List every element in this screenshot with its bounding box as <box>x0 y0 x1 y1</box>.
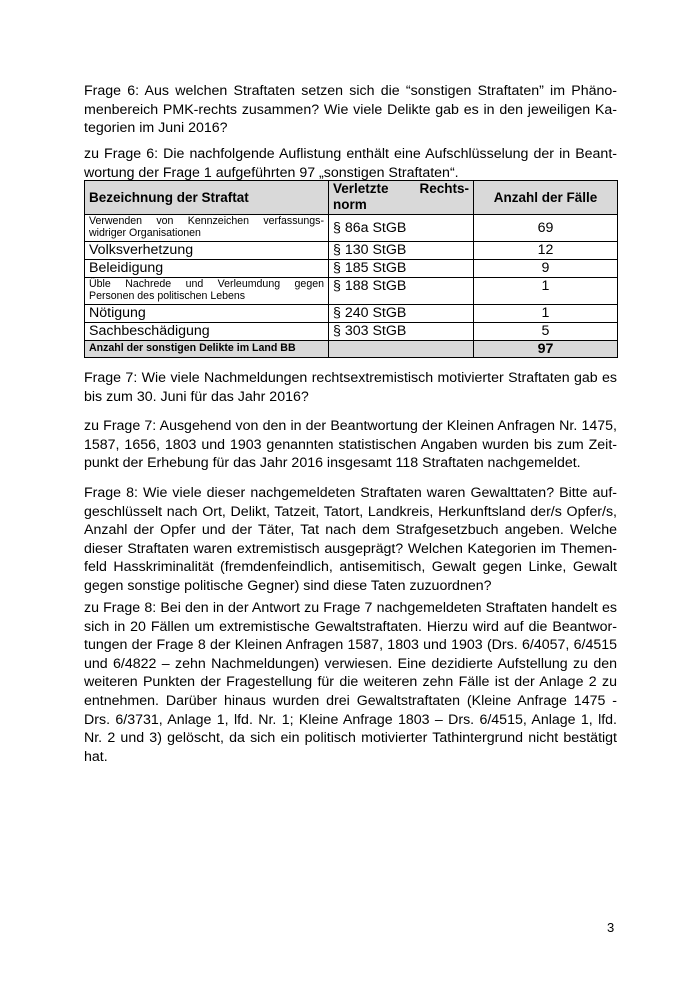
table-row <box>85 323 618 341</box>
header-norm-line2: norm <box>333 197 367 212</box>
header-offense: Bezeichnung der Straftat <box>85 181 329 215</box>
cell-offense: Verwenden von Kennzeichen verfassungs-widriger Organisationen <box>85 215 329 242</box>
table-header-row <box>85 181 618 215</box>
question-6-line: tegorien im Juni 2016? <box>84 120 228 137</box>
total-value: 97 <box>474 341 618 358</box>
cell-norm: § 240 StGB <box>329 305 474 323</box>
header-count: Anzahl der Fälle <box>474 181 618 215</box>
cell-offense: Üble Nachrede und Verleumdung gegen Personen des politischen Lebens <box>85 278 329 305</box>
answer-8-line: tungen der Frage 8 der Kleinen Anfragen 1587, 1803 und 1903 (Drs. 6/4057, 6/4515 <box>84 637 617 654</box>
table-row <box>85 242 618 260</box>
answer-8-line: Drs. 6/3731, Anlage 1, lfd. Nr. 1; Kleine Anfrage 1803 – Drs. 6/4515, Anlage 1, lfd. <box>84 711 617 728</box>
question-8-line: Frage 8: Wie viele dieser nachgemeldeten Straftaten waren Gewalttaten? Bitte auf- <box>84 485 617 501</box>
cell-offense: Sachbeschädigung <box>85 323 329 341</box>
question-8-line: gegen sonstige politische Gegner) sind diese Taten zuzuordnen? <box>84 577 492 594</box>
total-empty-cell <box>329 341 474 358</box>
table-row <box>85 278 618 305</box>
answer-7-line: zu Frage 7: Ausgehend von den in der Beantwortung der Kleinen Anfragen Nr. 1475, <box>84 418 617 434</box>
answer-8-line: und 6/4822 – zehn Nachmeldungen) verwiesen. Eine dezidierte Aufstellung zu den <box>84 655 617 672</box>
question-6-line: menbereich PMK-rechts zusammen? Wie viele Delikte gab es in den jeweiligen Ka- <box>84 101 617 118</box>
table-row <box>85 215 618 242</box>
answer-8-line: zu Frage 8: Bei den in der Antwort zu Frage 7 nachgemeldeten Straftaten handelt es <box>84 600 617 616</box>
answer-8-line: hat. <box>84 748 108 765</box>
answer-8-line: sich in 20 Fällen um extremistische Gewaltstraftaten. Hierzu wird auf die Beantwor- <box>84 618 617 635</box>
question-7 <box>84 369 617 406</box>
answer-8-line: entnehmen. Darüber hinaus wurden drei Gewaltstraftaten (Kleine Anfrage 1475 - <box>84 692 617 709</box>
total-label: Anzahl der sonstigen Delikte im Land BB <box>85 341 329 358</box>
answer-6-line: wortung der Frage 1 aufgeführten 97 „sonstigen Straftaten“. <box>84 164 459 181</box>
table-row <box>85 305 618 323</box>
cell-count: 5 <box>474 323 618 341</box>
page-number: 3 <box>607 920 615 935</box>
question-7-line: bis zum 30. Juni für das Jahr 2016? <box>84 388 309 405</box>
question-8-line: feld Hasskriminalität (fremdenfeindlich, antisemitisch, Gewalt gegen Linke, Gewalt <box>84 559 617 576</box>
answer-7-line: punkt der Erhebung für das Jahr 2016 insgesamt 118 Straftaten nachgemeldet. <box>84 455 581 472</box>
question-8-line: Anzahl der Opfer und der Täter, Tat nach dem Strafgesetzbuch angeben. Welche <box>84 522 617 539</box>
cell-count: 9 <box>474 260 618 278</box>
table-total-row <box>85 341 618 358</box>
question-8-line: dieser Straftaten waren extremistisch ausgeprägt? Welchen Kategorien im Themen- <box>84 540 617 557</box>
offense-table <box>84 180 618 358</box>
question-8 <box>84 484 617 596</box>
cell-offense: Beleidigung <box>85 260 329 278</box>
header-norm-line1: Verletzte Rechts- <box>333 181 469 196</box>
answer-6 <box>84 145 617 182</box>
question-6 <box>84 82 617 138</box>
question-7-line: Frage 7: Wie viele Nachmeldungen rechtsextremistisch motivierter Straftaten gab es <box>84 370 617 386</box>
cell-count: 12 <box>474 242 618 260</box>
cell-norm: § 185 StGB <box>329 260 474 278</box>
header-norm <box>329 181 474 215</box>
answer-8-line: weiteren Punkten der Fragestellung für die weiteren zehn Fälle ist der Anlage 2 zu <box>84 674 617 691</box>
answer-6-line: zu Frage 6: Die nachfolgende Auflistung enthält eine Aufschlüsselung der in Beant- <box>84 146 617 162</box>
question-8-line: geschlüsselt nach Ort, Delikt, Tatzeit, Tatort, Landkreis, Herkunftsland der/s Opfer/s, <box>84 503 617 520</box>
answer-8-line: Nr. 2 und 3) gelöscht, da sich ein politisch motivierter Tathintergrund nicht bestätigt <box>84 730 617 747</box>
cell-norm: § 303 StGB <box>329 323 474 341</box>
cell-norm: § 86a StGB <box>329 215 474 242</box>
cell-offense: Nötigung <box>85 305 329 323</box>
cell-offense: Volksverhetzung <box>85 242 329 260</box>
question-6-line: Frage 6: Aus welchen Straftaten setzen sich die “sonstigen Straftaten” im Phäno- <box>84 83 617 99</box>
cell-count: 1 <box>474 305 618 323</box>
table-row <box>85 260 618 278</box>
cell-count: 69 <box>474 215 618 242</box>
answer-7-line: 1587, 1656, 1803 und 1903 genannten statistischen Angaben wurden bis zum Zeit- <box>84 436 617 453</box>
cell-norm: § 188 StGB <box>329 278 474 305</box>
cell-norm: § 130 StGB <box>329 242 474 260</box>
answer-8 <box>84 599 617 766</box>
answer-7 <box>84 417 617 473</box>
cell-count: 1 <box>474 278 618 305</box>
